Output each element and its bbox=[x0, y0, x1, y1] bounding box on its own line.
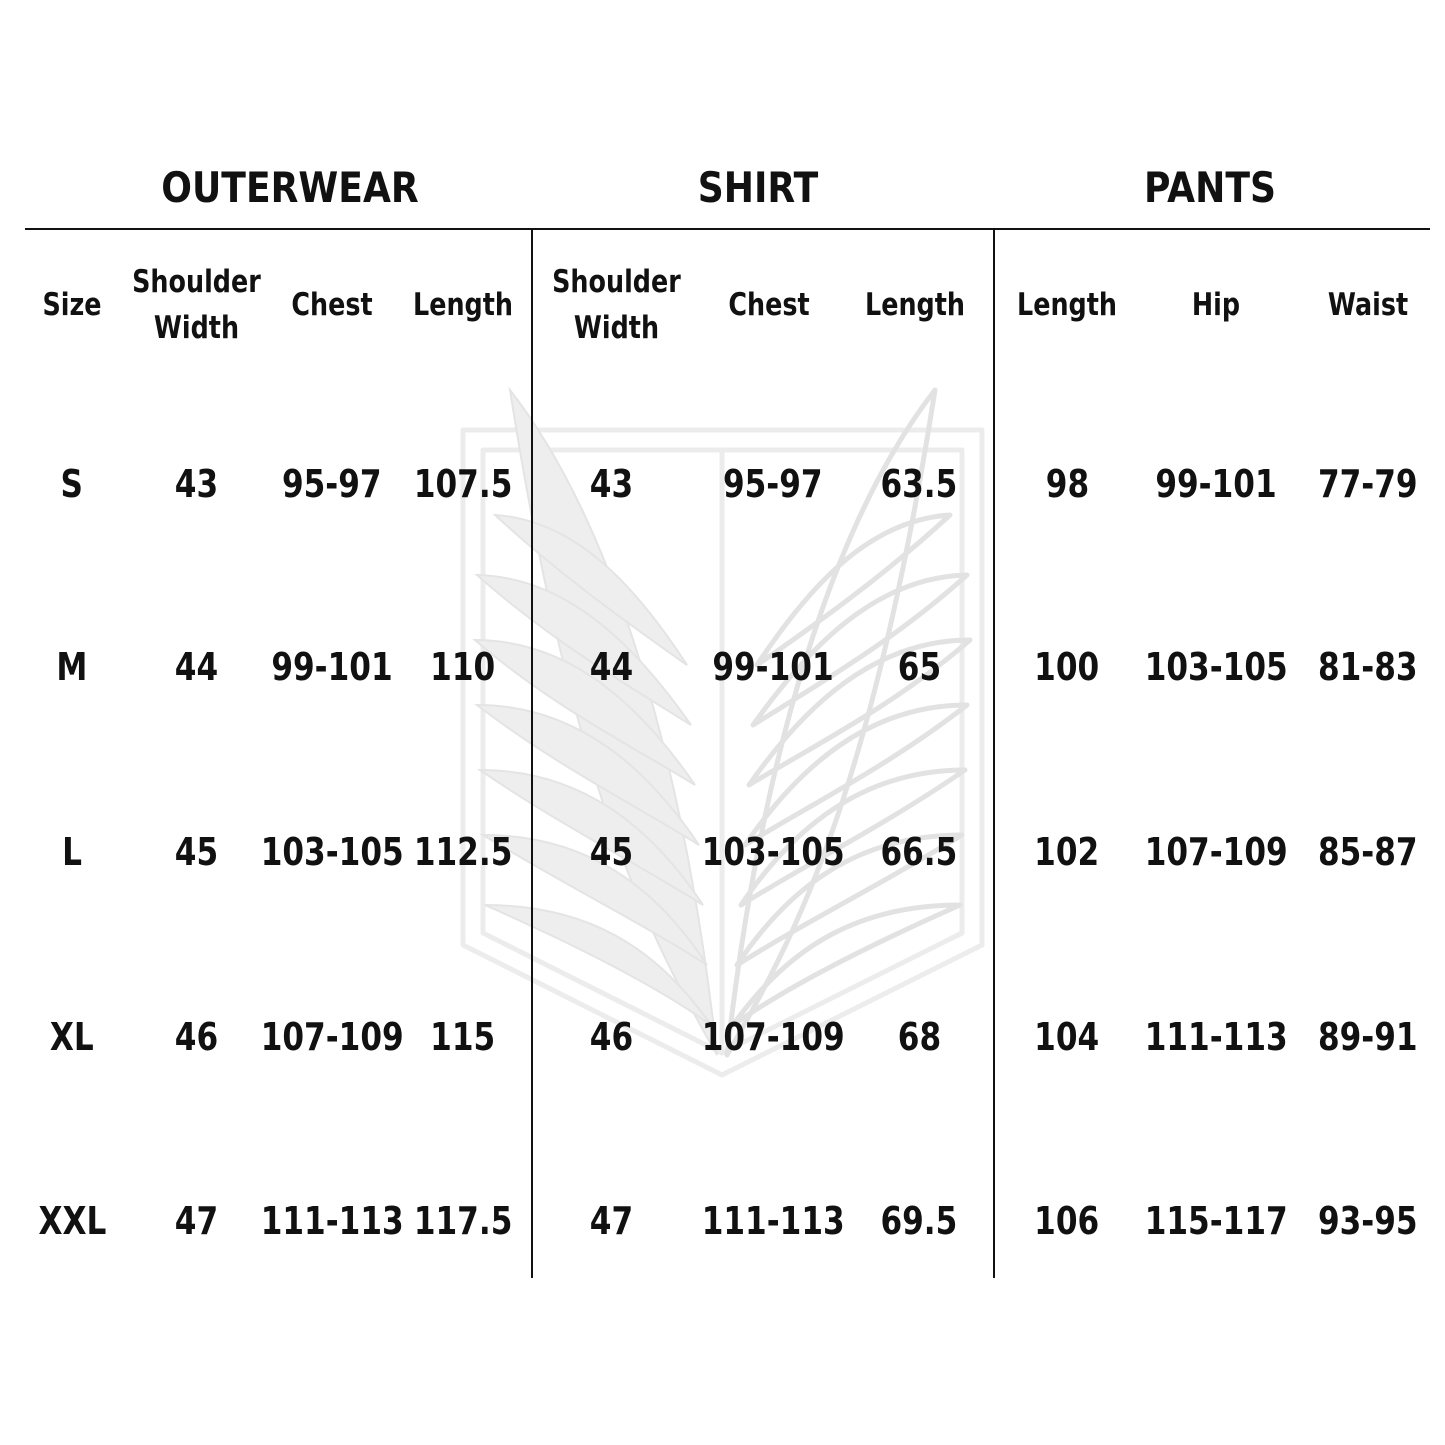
header-pants-waist: Waist bbox=[1327, 286, 1409, 323]
row-s-pants-hip: 99-101 bbox=[1155, 462, 1277, 506]
row-m-pants-waist: 81-83 bbox=[1318, 645, 1418, 689]
header-size: Size bbox=[42, 286, 102, 323]
row-s-shirt-shoulder: 43 bbox=[589, 462, 633, 506]
row-xl-outerwear-length: 115 bbox=[430, 1015, 496, 1059]
row-xl-pants-waist: 89-91 bbox=[1318, 1015, 1418, 1059]
outerwear-shirt-divider bbox=[531, 230, 533, 1278]
row-l-shirt-shoulder: 45 bbox=[589, 830, 633, 874]
row-l-size: L bbox=[62, 830, 82, 874]
row-s-shirt-length: 63.5 bbox=[880, 462, 958, 506]
row-xl-outerwear-chest: 107-109 bbox=[260, 1015, 404, 1059]
row-xxl-shirt-shoulder: 47 bbox=[589, 1199, 633, 1243]
row-xxl-pants-waist: 93-95 bbox=[1318, 1199, 1418, 1243]
row-l-pants-length: 102 bbox=[1034, 830, 1100, 874]
row-m-outerwear-chest: 99-101 bbox=[271, 645, 393, 689]
row-xxl-outerwear-length: 117.5 bbox=[413, 1199, 513, 1243]
row-xl-outerwear-shoulder: 46 bbox=[174, 1015, 218, 1059]
row-s-pants-length: 98 bbox=[1045, 462, 1089, 506]
row-xl-shirt-chest: 107-109 bbox=[701, 1015, 845, 1059]
header-divider-line bbox=[25, 228, 1430, 230]
row-m-pants-length: 100 bbox=[1034, 645, 1100, 689]
shirt-pants-divider bbox=[993, 230, 995, 1278]
row-xl-pants-hip: 111-113 bbox=[1144, 1015, 1288, 1059]
outerwear-section-title: OUTERWEAR bbox=[161, 163, 419, 212]
header-pants-hip: Hip bbox=[1191, 286, 1241, 323]
row-l-pants-waist: 85-87 bbox=[1318, 830, 1418, 874]
row-xl-shirt-length: 68 bbox=[897, 1015, 941, 1059]
row-l-shirt-chest: 103-105 bbox=[701, 830, 845, 874]
row-m-outerwear-shoulder: 44 bbox=[174, 645, 218, 689]
row-xl-size: XL bbox=[50, 1015, 94, 1059]
header-shirt-shoulder-width: Shoulder Width bbox=[551, 263, 681, 346]
row-xxl-outerwear-shoulder: 47 bbox=[174, 1199, 218, 1243]
row-m-outerwear-length: 110 bbox=[430, 645, 496, 689]
shirt-section-title: SHIRT bbox=[697, 163, 819, 212]
header-outerwear-length: Length bbox=[413, 286, 513, 323]
row-l-outerwear-length: 112.5 bbox=[413, 830, 513, 874]
row-m-pants-hip: 103-105 bbox=[1144, 645, 1288, 689]
row-l-outerwear-shoulder: 45 bbox=[174, 830, 218, 874]
row-m-shirt-length: 65 bbox=[897, 645, 941, 689]
row-xxl-pants-length: 106 bbox=[1034, 1199, 1100, 1243]
row-l-pants-hip: 107-109 bbox=[1144, 830, 1288, 874]
header-pants-length: Length bbox=[1017, 286, 1117, 323]
row-s-outerwear-length: 107.5 bbox=[413, 462, 513, 506]
row-xl-pants-length: 104 bbox=[1034, 1015, 1100, 1059]
row-s-outerwear-shoulder: 43 bbox=[174, 462, 218, 506]
header-outerwear-shoulder-width: Shoulder Width bbox=[131, 263, 261, 346]
header-shirt-length: Length bbox=[865, 286, 965, 323]
row-s-shirt-chest: 95-97 bbox=[723, 462, 823, 506]
row-xxl-shirt-length: 69.5 bbox=[880, 1199, 958, 1243]
row-s-size: S bbox=[60, 462, 84, 506]
row-m-shirt-chest: 99-101 bbox=[712, 645, 834, 689]
header-shirt-chest: Chest bbox=[728, 286, 810, 323]
row-xxl-shirt-chest: 111-113 bbox=[701, 1199, 845, 1243]
pants-section-title: PANTS bbox=[1143, 163, 1276, 212]
row-l-outerwear-chest: 103-105 bbox=[260, 830, 404, 874]
row-m-shirt-shoulder: 44 bbox=[589, 645, 633, 689]
row-xl-shirt-shoulder: 46 bbox=[589, 1015, 633, 1059]
row-s-pants-waist: 77-79 bbox=[1318, 462, 1418, 506]
row-l-shirt-length: 66.5 bbox=[880, 830, 958, 874]
row-s-outerwear-chest: 95-97 bbox=[282, 462, 382, 506]
row-xxl-outerwear-chest: 111-113 bbox=[260, 1199, 404, 1243]
row-m-size: M bbox=[56, 645, 88, 689]
row-xxl-pants-hip: 115-117 bbox=[1144, 1199, 1288, 1243]
header-outerwear-chest: Chest bbox=[291, 286, 373, 323]
row-xxl-size: XXL bbox=[38, 1199, 106, 1243]
